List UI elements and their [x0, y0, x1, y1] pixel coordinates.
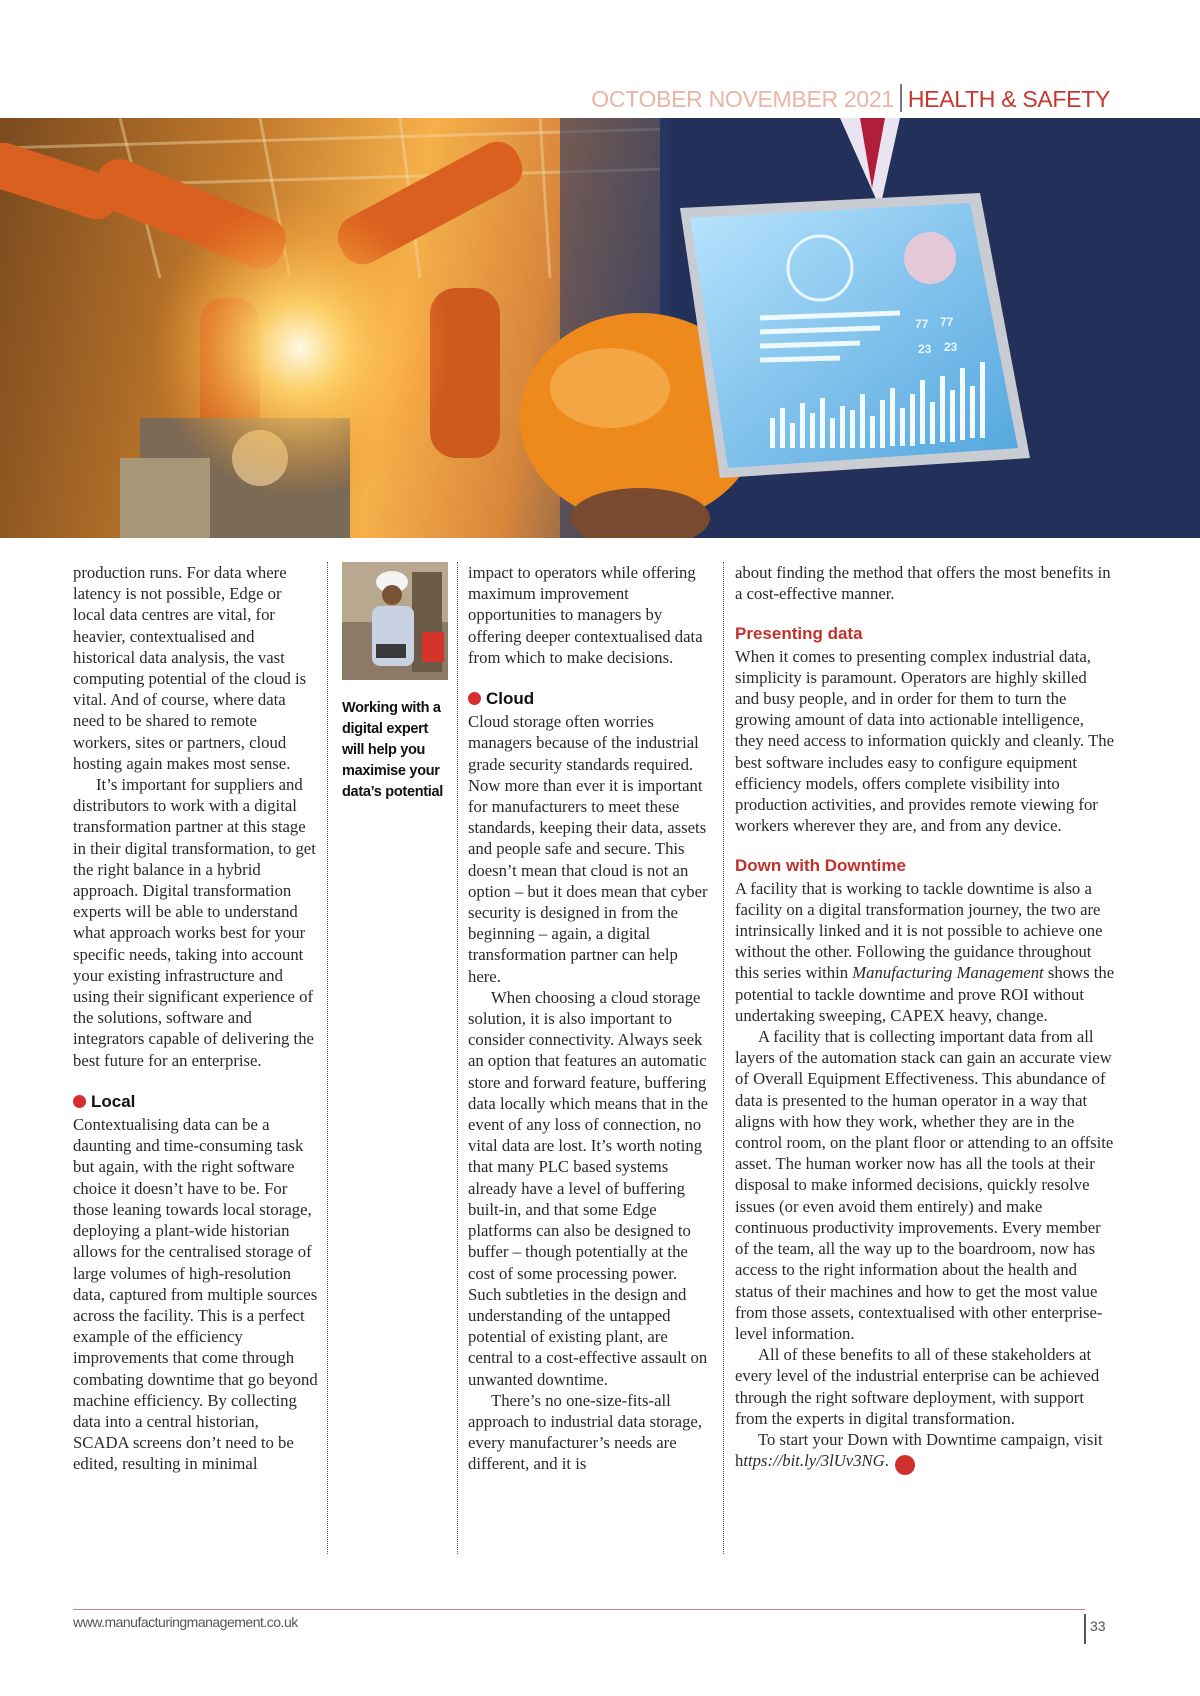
page-number: 33	[1090, 1618, 1106, 1634]
subheading-presenting-data: Presenting data	[735, 624, 863, 644]
magazine-logo-icon: M	[895, 1455, 915, 1475]
subheading-text: Cloud	[486, 689, 535, 709]
bullet-dot-icon	[73, 1095, 86, 1108]
footer-divider	[1084, 1614, 1086, 1644]
page-header	[591, 84, 1110, 113]
subheading-cloud	[468, 688, 713, 709]
subheading-local	[73, 1091, 318, 1112]
body-paragraph	[735, 1429, 1115, 1475]
chart-label: 23	[918, 342, 932, 356]
image-caption: Working with a digital expert will help you maximise your data’s potential	[342, 700, 444, 800]
body-paragraph: impact to operators while offering maximum improvement opportunities to managers by offering deeper contextualised data from which to make decisions.	[468, 563, 703, 667]
body-paragraph	[735, 878, 1115, 1026]
body-paragraph: When choosing a cloud storage solution, it is also important to consider connectivity. Always seek an option that features an automatic store and forward feature, buffering data locally which means that in the event of any loss of connection, no vital data are lost. It’s worth noting that many PLC based systems already have a level of buffering built-in, and that some Edge platforms can also be designed to buffer – though potentially at the cost of some processing power. Such subtleties in the design and understanding of the untapped potential of existing plant, are central to a cost-effective assault on unwanted downtime.	[468, 987, 709, 1389]
body-paragraph: There’s no one-size-fits-all approach to industrial data storage, every manufacturer’s needs are different, and it is	[468, 1390, 703, 1474]
footer-url: www.manufacturingmanagement.co.uk	[73, 1614, 298, 1630]
bullet-dot-icon	[468, 692, 481, 705]
engineer-photo	[342, 562, 448, 680]
text-run: .	[884, 1451, 889, 1471]
body-paragraph: about finding the method that offers the most benefits in a cost-effective manner.	[735, 563, 1111, 604]
body-paragraph: production runs. For data where latency is not possible, Edge or local data centres are vital, for heavier, contextualised and historical data analysis, the vast computing potential of the cloud is vital. And of course, where data need to be shared to remote workers, sites or partners, cloud hosting again makes most sense.	[73, 563, 307, 773]
column-3	[468, 562, 713, 1475]
column-divider	[457, 562, 458, 1554]
hero-illustration	[0, 118, 1200, 538]
body-paragraph: Cloud storage often worries managers because of the industrial grade security standards required. Now more than ever it is important for manufacturers to meet these standards, keeping their data, assets and people safe and secure. This doesn’t mean that cloud is not an option – but it does mean that cyber security is designed in from the beginning – again, a digital transformation partner can help here.	[468, 712, 708, 986]
body-paragraph: When it comes to presenting complex industrial data, simplicity is paramount. Operators are highly skilled and busy people, and in order for them to turn the growing amount of data into actionable intelligence, they need access to information quickly and cleanly. The best software includes easy to configure equipment efficiency models, offers complete visibility into production activities, and provides remote viewing for workers wherever they are, and from any device.	[735, 646, 1115, 836]
chart-label: 23	[944, 340, 958, 354]
hero-image	[0, 118, 1200, 538]
body-paragraph: Contextualising data can be a daunting and time-consuming task but again, with the right software choice it doesn’t have to be. For those leaning towards local storage, deploying a plant-wide historian allows for the centralised storage of large volumes of high-resolution data, captured from multiple sources across the facility. This is a perfect example of the efficiency improvements that come through combating downtime that go beyond machine efficiency. By collecting data into a central historian, SCADA screens don’t need to be edited, resulting in minimal	[73, 1115, 318, 1474]
text-run: shows the potential to tackle downtime and prove ROI without undertaking sweeping, CAPEX heavy, change.	[735, 963, 1115, 1025]
text-run: To start your Down with Downtime campaign, visit h	[735, 1429, 1103, 1471]
issue-date: OCTOBER NOVEMBER 2021	[591, 86, 894, 112]
footer-rule	[73, 1609, 1085, 1610]
publication-title: Manufacturing Management	[852, 963, 1044, 983]
column-1	[73, 562, 318, 1475]
column-4	[735, 562, 1115, 1475]
chart-label: 77	[915, 317, 929, 331]
column-divider	[723, 562, 724, 1554]
header-divider	[900, 84, 902, 112]
section-title: HEALTH & SAFETY	[907, 86, 1110, 112]
tablet-dashboard	[680, 193, 1030, 478]
subheading-text: Local	[91, 1091, 136, 1111]
body-paragraph: It’s important for suppliers and distributors to work with a digital transformation partner at this stage in their digital transformation, to get the right balance in a hybrid approach. Digital transformation experts will be able to understand what approach works best for your specific needs, taking into account your existing infrastructure and using their significant experience of the solutions, software and integrators capable of delivering the best future for an enterprise.	[73, 775, 316, 1070]
column-divider	[327, 562, 328, 1554]
subheading-down-with-downtime: Down with Downtime	[735, 856, 906, 876]
text-run: A facility that is working to tackle downtime is also a facility on a digital transformation journey, the two are intrinsically linked and it is not possible to achieve one without the other. Following the guidance throughout this series within	[735, 878, 1103, 983]
sidebar-image-column	[342, 562, 448, 803]
chart-label: 77	[940, 315, 954, 329]
body-paragraph: A facility that is collecting important data from all layers of the automation stack can gain an accurate view of Overall Equipment Effectiveness. This abundance of data is presented to the human operator in a way that aligns with how they work, whether they are in the control room, on the plant floor or attending to an offsite asset. The human worker now has all the tools at their disposal to make informed decisions, quickly resolve issues (or even avoid them entirely) and make continuous productivity improvements. Every member of the team, all the way up to the boardroom, now has access to the right information about the health and status of their machines and how to get the most value from those assets, contextualised with other enterprise-level information.	[735, 1027, 1114, 1343]
welding-glow	[150, 198, 450, 498]
campaign-link[interactable]: ttps://bit.ly/3lUv3NG	[743, 1451, 885, 1471]
body-paragraph: All of these benefits to all of these stakeholders at every level of the industrial enterprise can be achieved through the right software deployment, with support from the experts in digital transformation.	[735, 1345, 1100, 1428]
